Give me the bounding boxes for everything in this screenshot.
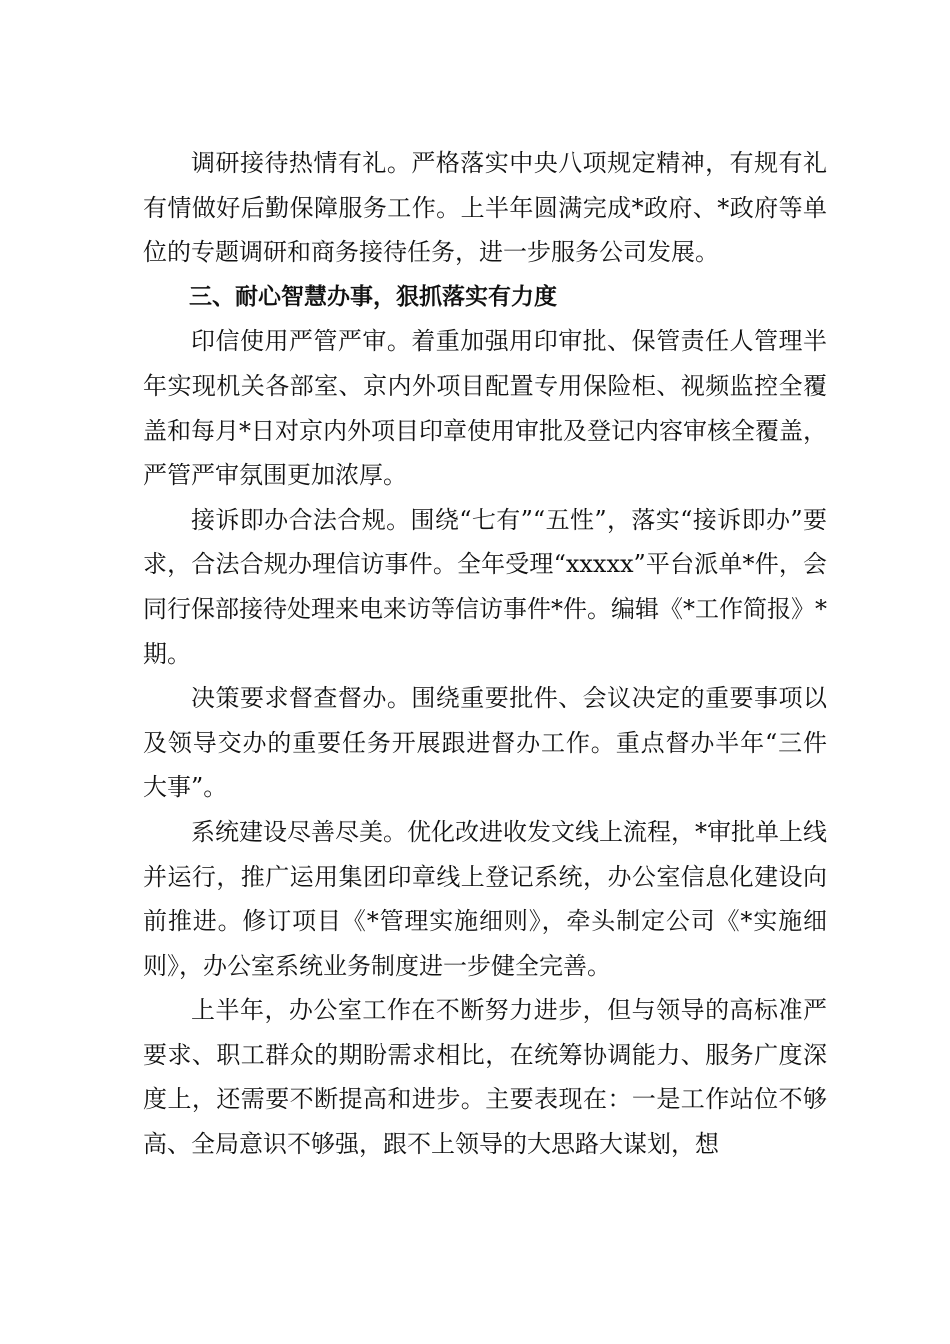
paragraph-system-building: 系统建设尽善尽美。优化改进收发文线上流程，*审批单上线并运行，推广运用集团印章线上登记系统，办公室信息化建设向前推进。修订项目《*管理实施细则》，牵头制定公司《*实施细则》，办公室系统业务制度进一步健全完善。 [143,817,827,980]
paragraph-reception: 调研接待热情有礼。严格落实中央八项规定精神，有规有礼有情做好后勤保障服务工作。上半年圆满完成*政府、*政府等单位的专题调研和商务接待任务，进一步服务公司发展。 [143,149,827,267]
paragraph-seal-management: 印信使用严管严审。着重加强用印审批、保管责任人管理半年实现机关各部室、京内外项目配置专用保险柜、视频监控全覆盖和每月*日对京内外项目印章使用审批及登记内容审核全覆盖，严管严审氛围更加浓厚。 [143,327,827,490]
paragraph-complaint-handling: 接诉即办合法合规。围绕“七有”“五性”，落实“接诉即办”要求，合法合规办理信访事件。全年受理“xxxxx”平台派单*件，会同行保部接待处理来电来访等信访事件*件。编辑《*工作简报》*期。 [143,505,827,668]
section-heading: 三、耐心智慧办事，狠抓落实有力度 [189,283,557,310]
paragraph-summary: 上半年，办公室工作在不断努力进步，但与领导的高标准严要求、职工群众的期盼需求相比，在统筹协调能力、服务广度深度上，还需要不断提高和进步。主要表现在：一是工作站位不够高、全局意识不够强，跟不上领导的大思路大谋划，想 [143,996,827,1159]
document-body [143,141,827,1167]
paragraph-supervision: 决策要求督查督办。围绕重要批件、会议决定的重要事项以及领导交办的重要任务开展跟进督办工作。重点督办半年“三件大事”。 [143,684,827,802]
